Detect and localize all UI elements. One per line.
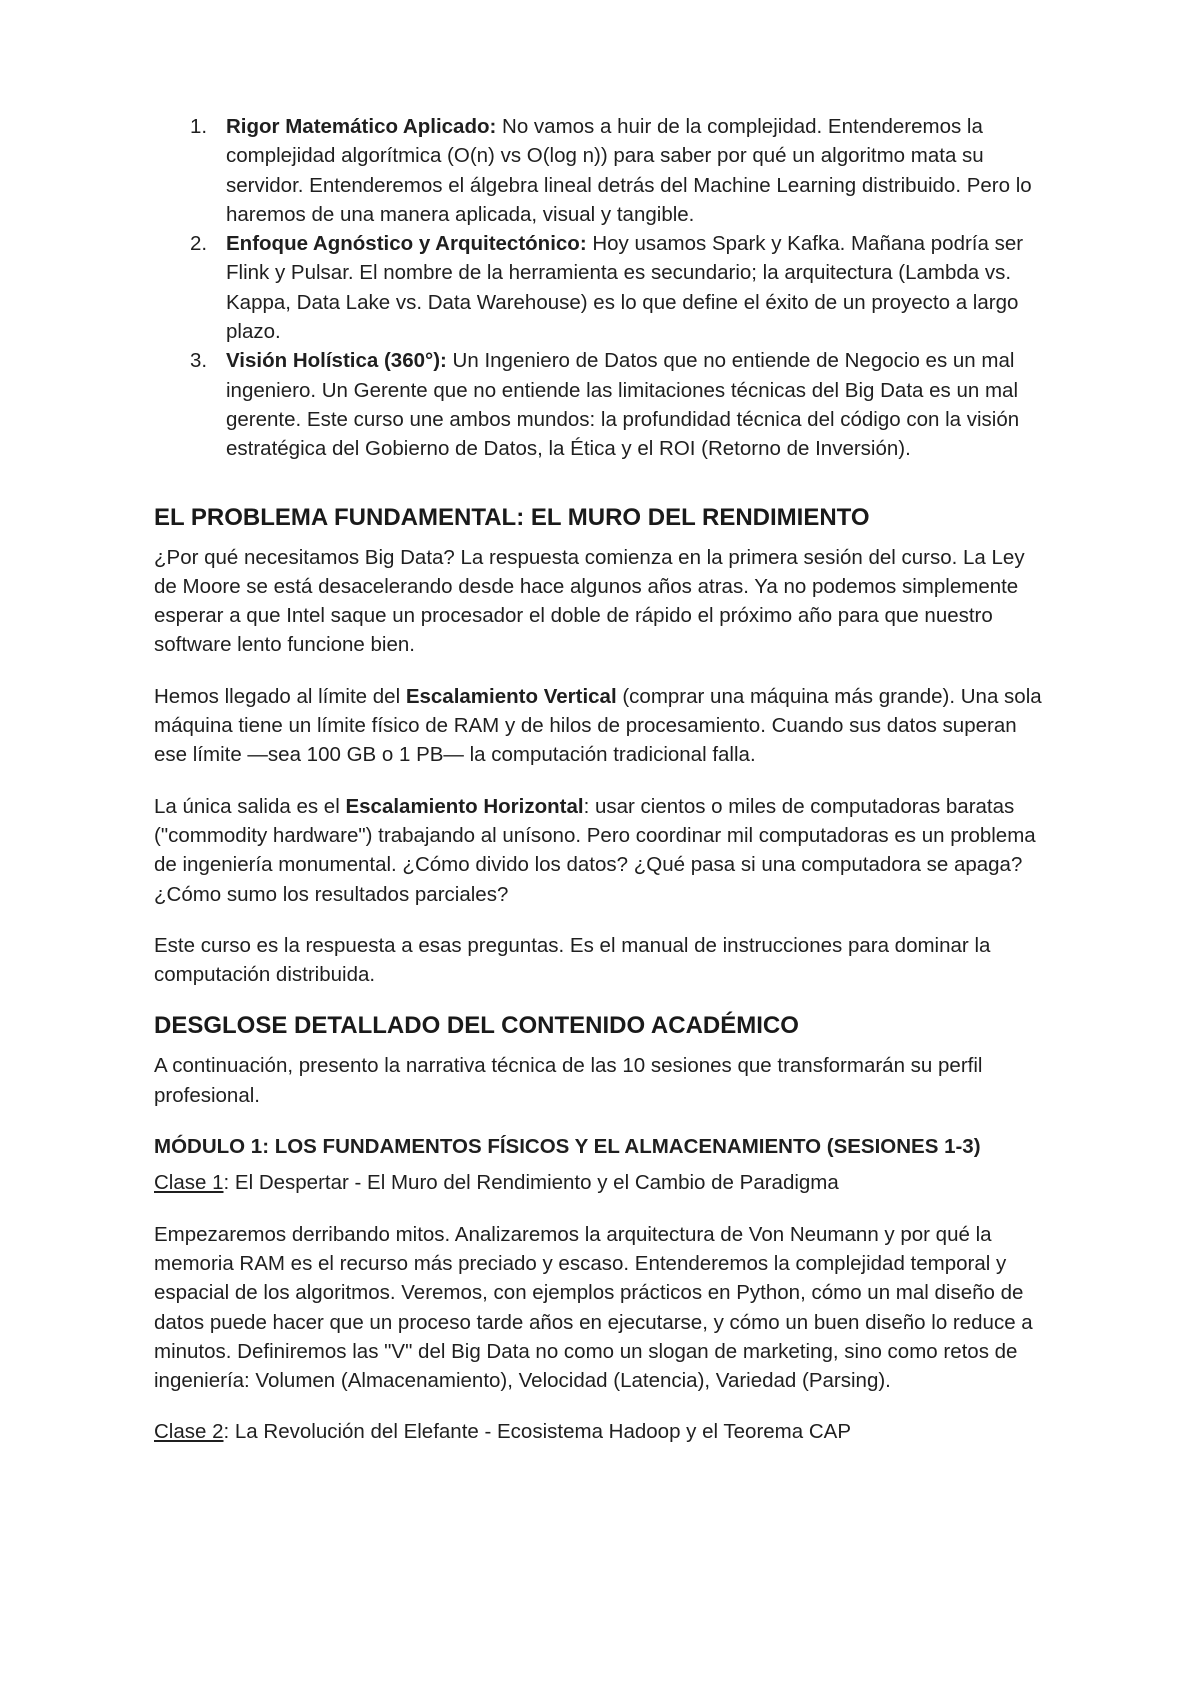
principle-title: Enfoque Agnóstico y Arquitectónico: xyxy=(226,232,587,256)
text-span: : usar cientos o miles de computadoras baratas ("commodity hardware") trabajando al unísono. Pero coordinar mil computadoras es un problema de ingeniería monumental. ¿Cómo divido los datos? ¿Qué pasa si una computadora se apaga? ¿Cómo sumo los resultados parciales? xyxy=(154,794,1036,906)
text-span: Hemos llegado al límite del xyxy=(154,684,406,708)
principle-item xyxy=(154,112,1044,229)
principle-title: Visión Holística (360°): xyxy=(226,349,447,373)
principle-text: No vamos a huir de la complejidad. Entenderemos la complejidad algorítmica (O(n) vs O(log n)) para saber por qué un algoritmo mata su servidor. Entenderemos el álgebra lineal detrás del Machine Learning distribuido. Pero lo haremos de una manera aplicada, visual y tangible. xyxy=(226,115,1032,226)
principle-text: Un Ingeniero de Datos que no entiende de Negocio es un mal ingeniero. Un Gerente que no entiende las limitaciones técnicas del Big Data es un mal gerente. Este curso une ambos mundos: la profundidad técnica del código con la visión estratégica del Gobierno de Datos, la Ética y el ROI (Retorno de Inversión). xyxy=(226,349,1020,461)
principle-item xyxy=(154,229,1044,346)
section-heading-academic-content: DESGLOSE DETALLADO DEL CONTENIDO ACADÉMICO xyxy=(154,1012,799,1040)
principle-title: Rigor Matemático Aplicado: xyxy=(226,115,497,138)
class-2-title xyxy=(154,1417,1044,1446)
principle-item xyxy=(154,346,1044,463)
document-page xyxy=(154,112,1044,1447)
principles-list xyxy=(154,112,1044,464)
text-span: La única salida es el xyxy=(154,794,346,818)
paragraph-why-big-data: ¿Por qué necesitamos Big Data? La respuesta comienza en la primera sesión del curso. La Ley de Moore se está desacelerando desde hace algunos años atras. Ya no podemos simplemente esperar a que Intel saque un procesador el doble de rápido el próximo año para que nuestro software lento funcione bien. xyxy=(154,545,1025,657)
list-number: 3. xyxy=(190,349,208,373)
list-number: 2. xyxy=(190,232,208,256)
class-1-title xyxy=(154,1168,1044,1197)
text-span: (comprar una máquina más grande). Una sola máquina tiene un límite físico de RAM y de hilos de procesamiento. Cuando sus datos superan ese límite —sea 100 GB o 1 PB— la computación tradicional falla. xyxy=(154,684,1042,767)
class-title-text: : La Revolución del Elefante - Ecosistema Hadoop y el Teorema CAP xyxy=(223,1420,851,1444)
class-title-text: : El Despertar - El Muro del Rendimiento y el Cambio de Paradigma xyxy=(223,1171,839,1195)
module-1-heading: MÓDULO 1: LOS FUNDAMENTOS FÍSICOS Y EL ALMACENAMIENTO (SESIONES 1-3) xyxy=(154,1135,981,1159)
bold-term-horizontal-scaling: Escalamiento Horizontal xyxy=(345,794,584,818)
class-1-description: Empezaremos derribando mitos. Analizaremos la arquitectura de Von Neumann y por qué la memoria RAM es el recurso más preciado y escaso. Entenderemos la complejidad temporal y espacial de los algoritmos. Veremos, con ejemplos prácticos en Python, cómo un mal diseño de datos puede hacer que un proceso tarde años en ejecutarse, y cómo un buen diseño lo reduce a minutos. Definiremos las "V" del Big Data no como un slogan de marketing, sino como retos de ingeniería: Volumen (Almacenamiento), Velocidad (Latencia), Variedad (Parsing). xyxy=(154,1222,1033,1393)
paragraph-horizontal-scaling xyxy=(154,792,1044,909)
paragraph-course-answer: Este curso es la respuesta a esas preguntas. Es el manual de instrucciones para dominar la computación distribuida. xyxy=(154,933,991,987)
list-number: 1. xyxy=(190,115,208,138)
class-2-label: Clase 2 xyxy=(154,1420,224,1444)
bold-term-vertical-scaling: Escalamiento Vertical xyxy=(405,684,617,708)
paragraph-intro-sessions: A continuación, presento la narrativa técnica de las 10 sesiones que transformarán su perfil profesional. xyxy=(154,1054,983,1107)
paragraph-vertical-scaling xyxy=(154,682,1044,770)
section-heading-performance-wall: EL PROBLEMA FUNDAMENTAL: EL MURO DEL RENDIMIENTO xyxy=(154,503,870,531)
class-1-label: Clase 1 xyxy=(154,1171,224,1195)
principle-text: Hoy usamos Spark y Kafka. Mañana podría ser Flink y Pulsar. El nombre de la herramienta es secundario; la arquitectura (Lambda vs. Kappa, Data Lake vs. Data Warehouse) es lo que define el éxito de un proyecto a largo plazo. xyxy=(226,232,1024,344)
